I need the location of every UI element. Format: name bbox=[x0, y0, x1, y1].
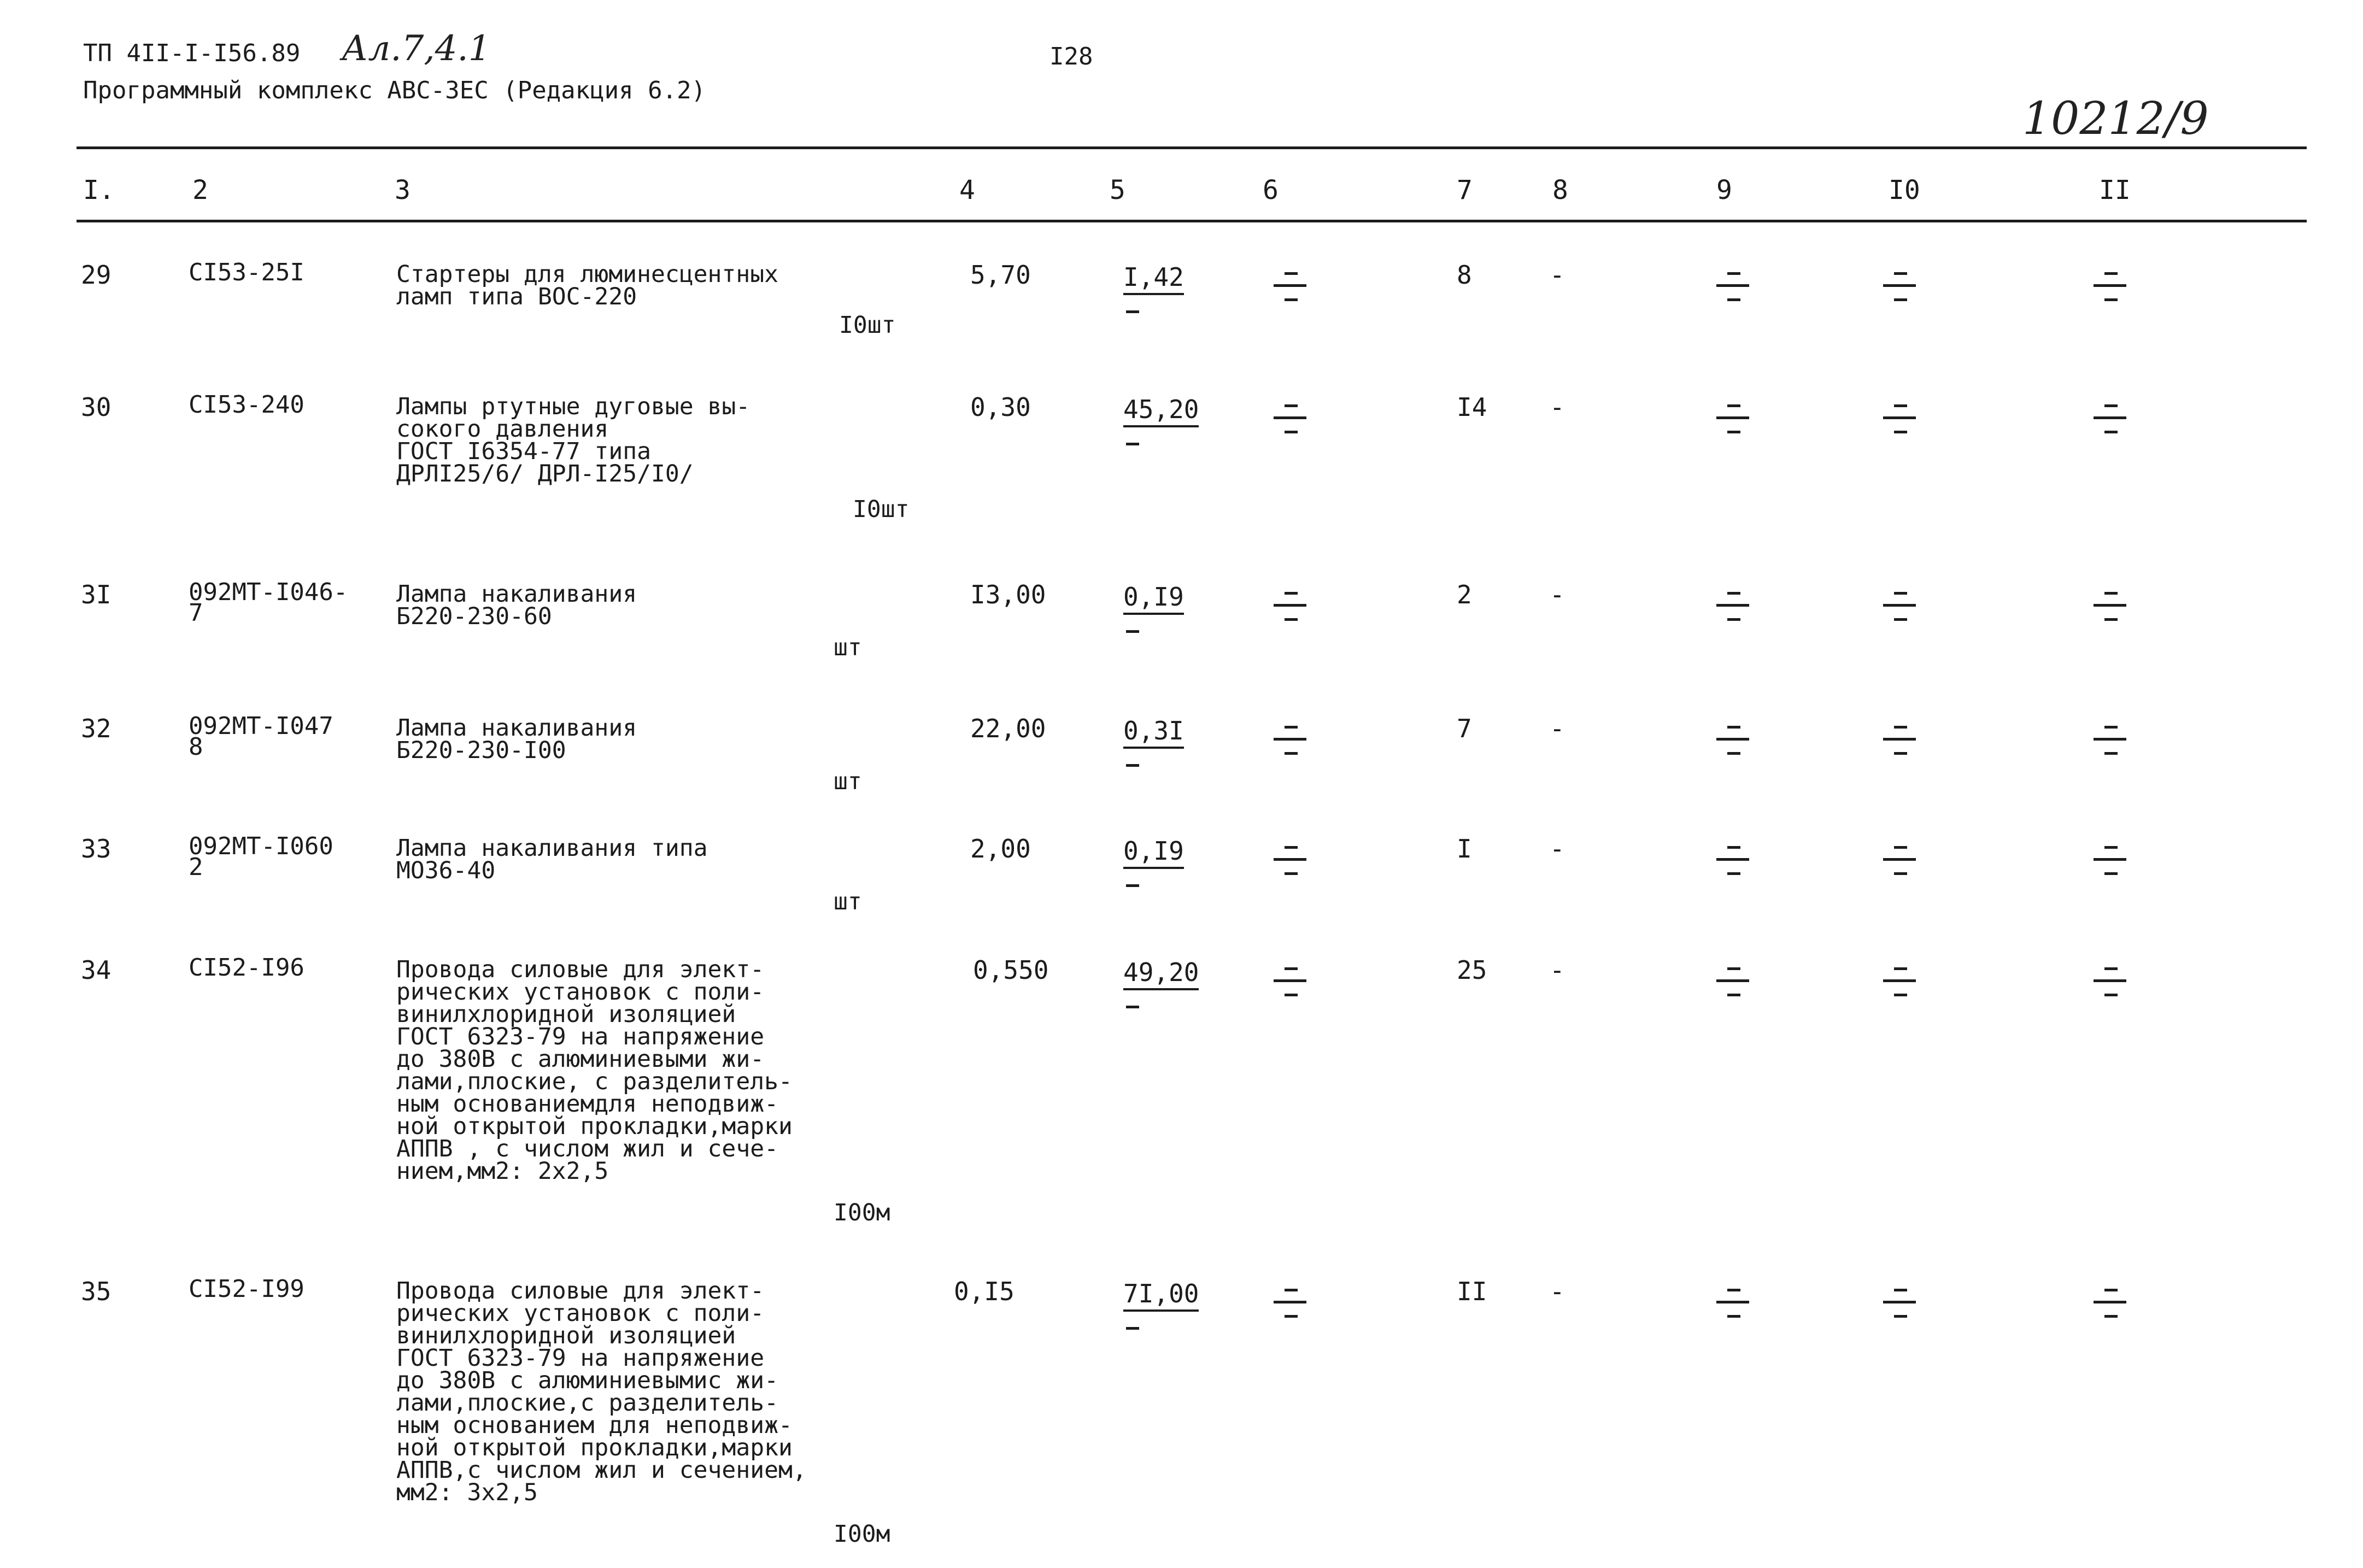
col6-dash bbox=[1274, 416, 1306, 419]
col10-dash bbox=[1894, 404, 1907, 407]
col6-dash bbox=[1285, 592, 1298, 595]
col11-dash bbox=[2104, 272, 2118, 275]
col9-dash bbox=[1727, 1315, 1740, 1318]
col6-dash bbox=[1274, 284, 1306, 287]
resource-code: СI52-I96 bbox=[189, 954, 304, 982]
col10-dashes bbox=[1883, 272, 1916, 316]
col10-dashes bbox=[1883, 592, 1916, 636]
col6-dash bbox=[1285, 404, 1298, 407]
col10-dash bbox=[1894, 846, 1907, 849]
col6-dashes bbox=[1274, 726, 1306, 770]
resource-name: Провода силовые для элект- рических установок с поли- винилхлоридной изоляцией ГОСТ 6323-79 на напряжение до 380В с алюминиевымис жи- лами,плоские,с разделитель- ным основанием для неподвиж- ной открытой прокладки,марки АППВ,с числом жил и сечением, мм2: 3х2,5 bbox=[396, 1277, 807, 1506]
col7-value: I4 bbox=[1457, 392, 1487, 422]
col-header-9: 9 bbox=[1716, 175, 1732, 205]
resource-code: 092МТ-I047 8 bbox=[189, 712, 333, 761]
col-header-7: 7 bbox=[1457, 175, 1473, 205]
col11-dash bbox=[2104, 752, 2118, 755]
resource-code: 092МТ-I046- 7 bbox=[189, 578, 348, 627]
col8-value: - bbox=[1550, 714, 1565, 743]
col6-dash bbox=[1285, 1289, 1298, 1291]
price-denominator-dash bbox=[1126, 630, 1139, 633]
col-header-6: 6 bbox=[1263, 175, 1279, 205]
col11-dashes bbox=[2094, 272, 2126, 316]
col6-dash bbox=[1285, 1315, 1298, 1318]
col9-dashes bbox=[1716, 272, 1749, 316]
col10-dash bbox=[1883, 416, 1916, 419]
col11-dash bbox=[2094, 1301, 2126, 1303]
handwritten-number: 10212/9 bbox=[2022, 93, 2209, 145]
col11-dash bbox=[2104, 846, 2118, 849]
col10-dash bbox=[1883, 738, 1916, 741]
unit-label: шт bbox=[834, 888, 862, 915]
col10-dashes bbox=[1883, 404, 1916, 448]
col9-dash bbox=[1727, 404, 1740, 407]
unit-label: I00м bbox=[834, 1199, 890, 1226]
col11-dashes bbox=[2094, 404, 2126, 448]
col6-dash bbox=[1285, 431, 1298, 433]
col7-value: 8 bbox=[1457, 260, 1472, 290]
col-header-1: I. bbox=[83, 175, 115, 205]
col10-dash bbox=[1894, 994, 1907, 996]
unit-price-value: 0,I9 bbox=[1123, 582, 1184, 615]
col9-dashes bbox=[1716, 846, 1749, 890]
col11-dash bbox=[2104, 1289, 2118, 1291]
col9-dashes bbox=[1716, 404, 1749, 448]
col9-dash bbox=[1716, 1301, 1749, 1303]
col10-dash bbox=[1894, 1289, 1907, 1291]
col6-dash bbox=[1285, 618, 1298, 621]
col9-dash bbox=[1727, 994, 1740, 996]
quantity: 0,550 bbox=[973, 955, 1049, 985]
col9-dash bbox=[1716, 979, 1749, 982]
price-denominator-dash bbox=[1126, 310, 1139, 313]
unit-label: I0шт bbox=[853, 496, 910, 523]
col9-dash bbox=[1727, 872, 1740, 875]
col11-dash bbox=[2104, 967, 2118, 970]
col6-dash bbox=[1285, 872, 1298, 875]
col6-dashes bbox=[1274, 846, 1306, 890]
quantity: I3,00 bbox=[970, 580, 1046, 609]
unit-price bbox=[1123, 582, 1184, 615]
col7-value: 7 bbox=[1457, 714, 1472, 743]
resource-name: Лампы ртутные дуговые вы- сокого давления ГОСТ I6354-77 типа ДРЛI25/6/ ДРЛ-I25/I0/ bbox=[396, 393, 750, 488]
col6-dash bbox=[1274, 979, 1306, 982]
resource-code: СI53-25I bbox=[189, 259, 304, 286]
col-header-11: II bbox=[2099, 175, 2131, 205]
col11-dash bbox=[2104, 298, 2118, 301]
unit-label: I00м bbox=[834, 1520, 890, 1548]
header-rule bbox=[77, 220, 2307, 222]
col9-dashes bbox=[1716, 592, 1749, 636]
col10-dash bbox=[1894, 298, 1907, 301]
col6-dash bbox=[1274, 604, 1306, 607]
col9-dash bbox=[1727, 272, 1740, 275]
col6-dashes bbox=[1274, 404, 1306, 448]
col10-dashes bbox=[1883, 967, 1916, 1011]
unit-label: шт bbox=[834, 634, 862, 661]
quantity: 0,I5 bbox=[954, 1277, 1015, 1306]
resource-name: Стартеры для люминесцентных ламп типа ВОС-220 bbox=[396, 261, 778, 310]
col6-dash bbox=[1285, 298, 1298, 301]
price-denominator-dash bbox=[1126, 1006, 1139, 1008]
col6-dash bbox=[1285, 994, 1298, 996]
unit-price-value: 0,3I bbox=[1123, 716, 1184, 749]
col11-dashes bbox=[2094, 726, 2126, 770]
col9-dashes bbox=[1716, 726, 1749, 770]
col7-value: I bbox=[1457, 834, 1472, 864]
col6-dash bbox=[1285, 967, 1298, 970]
col9-dash bbox=[1727, 431, 1740, 433]
col6-dash bbox=[1285, 272, 1298, 275]
col11-dashes bbox=[2094, 592, 2126, 636]
col10-dash bbox=[1883, 604, 1916, 607]
col9-dash bbox=[1716, 604, 1749, 607]
doc-code: ТП 4II-I-I56.89 bbox=[83, 39, 301, 67]
col6-dash bbox=[1274, 858, 1306, 861]
col-header-4: 4 bbox=[959, 175, 975, 205]
row-number: 30 bbox=[81, 392, 112, 422]
col6-dash bbox=[1274, 738, 1306, 741]
col8-value: - bbox=[1550, 1277, 1565, 1306]
col6-dashes bbox=[1274, 1289, 1306, 1332]
program-title: Программный комплекс АВС-3ЕС (Редакция 6.2) bbox=[83, 77, 706, 104]
col6-dash bbox=[1285, 726, 1298, 729]
col10-dash bbox=[1894, 618, 1907, 621]
col11-dash bbox=[2094, 979, 2126, 982]
col10-dash bbox=[1894, 967, 1907, 970]
col6-dashes bbox=[1274, 967, 1306, 1011]
unit-price-value: I,42 bbox=[1123, 262, 1184, 295]
col9-dashes bbox=[1716, 967, 1749, 1011]
price-denominator-dash bbox=[1126, 764, 1139, 767]
col6-dash bbox=[1285, 846, 1298, 849]
row-number: 34 bbox=[81, 955, 112, 985]
unit-price bbox=[1123, 716, 1184, 749]
col11-dashes bbox=[2094, 846, 2126, 890]
col-header-3: 3 bbox=[395, 175, 411, 205]
col11-dash bbox=[2094, 738, 2126, 741]
resource-name: Лампа накаливания типа МО36-40 bbox=[396, 835, 708, 884]
col6-dashes bbox=[1274, 592, 1306, 636]
col9-dashes bbox=[1716, 1289, 1749, 1332]
unit-price-value: 7I,00 bbox=[1123, 1279, 1199, 1312]
resource-name: Лампа накаливания Б220-230-I00 bbox=[396, 714, 637, 764]
price-denominator-dash bbox=[1126, 443, 1139, 445]
col-header-8: 8 bbox=[1552, 175, 1568, 205]
price-denominator-dash bbox=[1126, 884, 1139, 887]
col10-dash bbox=[1894, 872, 1907, 875]
price-denominator-dash bbox=[1126, 1327, 1139, 1330]
col9-dash bbox=[1727, 726, 1740, 729]
col6-dashes bbox=[1274, 272, 1306, 316]
col9-dash bbox=[1716, 416, 1749, 419]
col11-dash bbox=[2094, 858, 2126, 861]
col9-dash bbox=[1716, 738, 1749, 741]
col11-dash bbox=[2104, 618, 2118, 621]
col10-dashes bbox=[1883, 1289, 1916, 1332]
col10-dash bbox=[1894, 431, 1907, 433]
resource-code: 092МТ-I060 2 bbox=[189, 832, 333, 881]
col6-dash bbox=[1274, 1301, 1306, 1303]
unit-price-value: 49,20 bbox=[1123, 958, 1199, 990]
col7-value: 25 bbox=[1457, 955, 1487, 985]
col9-dash bbox=[1727, 298, 1740, 301]
col11-dash bbox=[2104, 404, 2118, 407]
quantity: 2,00 bbox=[970, 834, 1031, 864]
col7-value: II bbox=[1457, 1277, 1487, 1306]
col10-dashes bbox=[1883, 846, 1916, 890]
col10-dash bbox=[1894, 726, 1907, 729]
col8-value: - bbox=[1550, 955, 1565, 985]
col11-dashes bbox=[2094, 967, 2126, 1011]
row-number: 29 bbox=[81, 260, 112, 290]
unit-price bbox=[1123, 836, 1184, 869]
quantity: 5,70 bbox=[970, 260, 1031, 290]
unit-price bbox=[1123, 395, 1199, 427]
col10-dash bbox=[1883, 1301, 1916, 1303]
unit-price bbox=[1123, 262, 1184, 295]
resource-code: СI53-240 bbox=[189, 391, 304, 419]
col11-dash bbox=[2104, 431, 2118, 433]
col10-dash bbox=[1894, 1315, 1907, 1318]
col-header-2: 2 bbox=[192, 175, 208, 205]
col10-dash bbox=[1883, 979, 1916, 982]
col8-value: - bbox=[1550, 260, 1565, 290]
resource-code: СI52-I99 bbox=[189, 1275, 304, 1303]
col8-value: - bbox=[1550, 580, 1565, 609]
row-number: 32 bbox=[81, 714, 112, 743]
row-number: 33 bbox=[81, 834, 112, 864]
col11-dash bbox=[2104, 592, 2118, 595]
col11-dash bbox=[2104, 872, 2118, 875]
resource-name: Лампа накаливания Б220-230-60 bbox=[396, 580, 637, 630]
col11-dash bbox=[2094, 416, 2126, 419]
quantity: 22,00 bbox=[970, 714, 1046, 743]
unit-price bbox=[1123, 1279, 1199, 1312]
unit-label: I0шт bbox=[839, 312, 896, 339]
col11-dash bbox=[2094, 284, 2126, 287]
col9-dash bbox=[1716, 284, 1749, 287]
col8-value: - bbox=[1550, 392, 1565, 422]
col10-dash bbox=[1894, 752, 1907, 755]
col10-dash bbox=[1883, 284, 1916, 287]
col11-dash bbox=[2104, 1315, 2118, 1318]
row-number: 3I bbox=[81, 580, 112, 609]
col6-dash bbox=[1285, 752, 1298, 755]
col10-dash bbox=[1883, 858, 1916, 861]
col9-dash bbox=[1727, 1289, 1740, 1291]
col7-value: 2 bbox=[1457, 580, 1472, 609]
resource-name: Провода силовые для элект- рических установок с поли- винилхлоридной изоляцией ГОСТ 6323-79 на напряжение до 380В с алюминиевыми жи- лами,плоские, с разделитель- ным основаниемдля неподвиж- ной открытой прокладки,марки АППВ , с числом жил и сече- нием,мм2: 2х2,5 bbox=[396, 956, 793, 1185]
col11-dash bbox=[2104, 994, 2118, 996]
col-header-5: 5 bbox=[1110, 175, 1125, 205]
col10-dash bbox=[1894, 592, 1907, 595]
col11-dashes bbox=[2094, 1289, 2126, 1332]
col9-dash bbox=[1727, 846, 1740, 849]
col-header-10: I0 bbox=[1889, 175, 1920, 205]
col10-dash bbox=[1894, 272, 1907, 275]
col9-dash bbox=[1727, 967, 1740, 970]
col9-dash bbox=[1727, 618, 1740, 621]
row-number: 35 bbox=[81, 1277, 112, 1306]
col9-dash bbox=[1727, 592, 1740, 595]
handwritten-reference: Ал.7,4.1 bbox=[342, 28, 491, 69]
unit-price bbox=[1123, 958, 1199, 990]
quantity: 0,30 bbox=[970, 392, 1031, 422]
col11-dash bbox=[2094, 604, 2126, 607]
unit-price-value: 0,I9 bbox=[1123, 836, 1184, 869]
col10-dashes bbox=[1883, 726, 1916, 770]
page-number: I28 bbox=[1049, 43, 1093, 71]
col9-dash bbox=[1716, 858, 1749, 861]
unit-price-value: 45,20 bbox=[1123, 395, 1199, 427]
unit-label: шт bbox=[834, 768, 862, 795]
col8-value: - bbox=[1550, 834, 1565, 864]
col11-dash bbox=[2104, 726, 2118, 729]
col9-dash bbox=[1727, 752, 1740, 755]
top-rule bbox=[77, 146, 2307, 149]
